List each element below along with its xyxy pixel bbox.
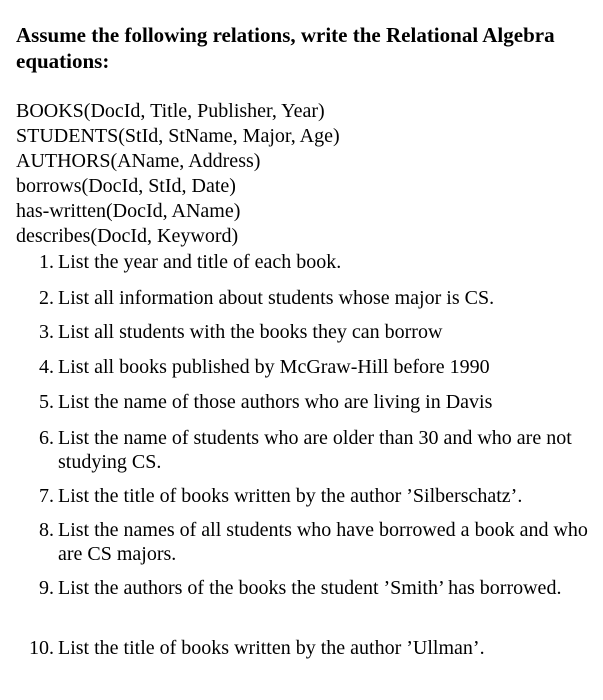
question-number: 9. xyxy=(39,577,54,599)
relation-students: STUDENTS(StId, StName, Major, Age) xyxy=(16,125,340,147)
question-text: List the title of books written by the author ’Silberschatz’. xyxy=(58,485,523,507)
question-number: 7. xyxy=(39,485,54,507)
question-text: List all students with the books they can borrow xyxy=(58,321,443,343)
question-text: List the names of all students who have borrowed a book and who are CS majors. xyxy=(58,519,588,565)
question-number: 8. xyxy=(39,519,54,541)
relation-borrows: borrows(DocId, StId, Date) xyxy=(16,175,236,197)
question-text: List all books published by McGraw-Hill before 1990 xyxy=(58,356,490,378)
question-number: 2. xyxy=(39,287,54,309)
question-text: List all information about students whose major is CS. xyxy=(58,287,495,309)
question-text: List the year and title of each book. xyxy=(58,251,342,273)
question-number: 5. xyxy=(39,391,54,413)
question-number: 4. xyxy=(39,356,54,378)
relation-describes: describes(DocId, Keyword) xyxy=(16,225,239,247)
question-number: 3. xyxy=(39,321,54,343)
question-text: List the title of books written by the author ’Ullman’. xyxy=(58,637,485,659)
question-text: List the authors of the books the student ’Smith’ has borrowed. xyxy=(58,577,562,599)
page-heading: Assume the following relations, write the Relational Algebra equations: xyxy=(16,23,555,73)
question-number: 10. xyxy=(29,637,54,659)
question-text: List the name of students who are older than 30 and who are not studying CS. xyxy=(58,427,572,473)
relation-books: BOOKS(DocId, Title, Publisher, Year) xyxy=(16,100,325,122)
relation-authors: AUTHORS(AName, Address) xyxy=(16,150,261,172)
question-number: 1. xyxy=(39,251,54,273)
question-number: 6. xyxy=(39,427,54,449)
relation-has-written: has-written(DocId, AName) xyxy=(16,200,241,222)
relations-list xyxy=(16,99,340,249)
question-text: List the name of those authors who are living in Davis xyxy=(58,391,493,413)
